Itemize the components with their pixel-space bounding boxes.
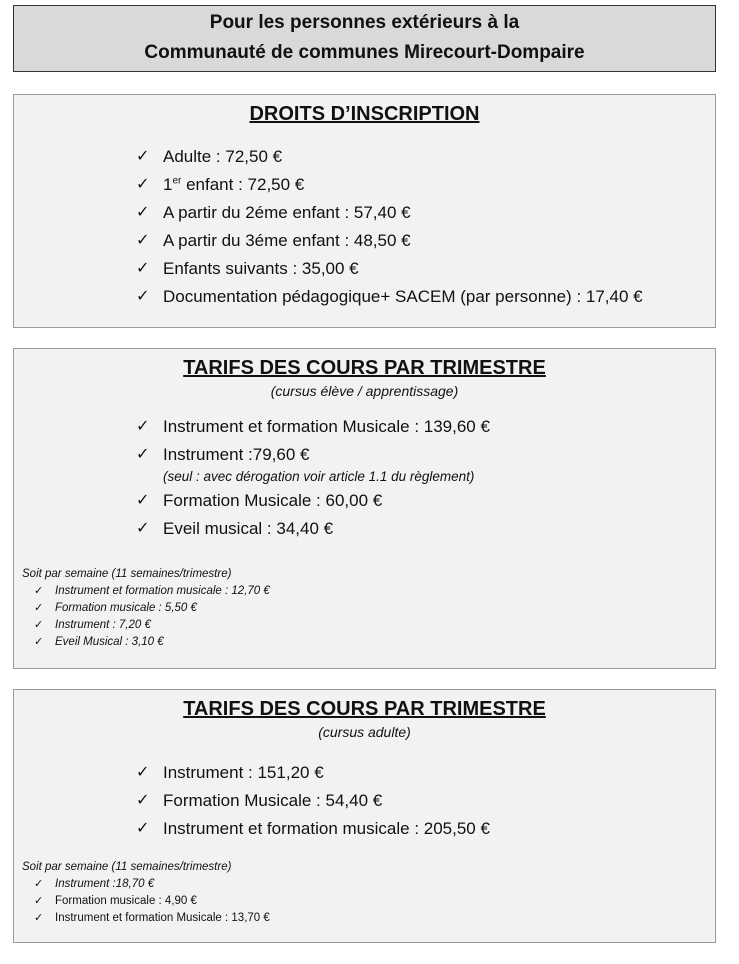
list-item: ✓ Eveil Musical : 3,10 € — [22, 634, 270, 651]
check-icon: ✓ — [34, 912, 44, 924]
list-item: ✓ Instrument et formation Musicale : 13,70 € — [22, 910, 270, 927]
list-item: ✓ 1er enfant : 72,50 € — [136, 171, 643, 199]
list-item: ✓ A partir du 2éme enfant : 57,40 € — [136, 199, 643, 227]
weekly-list — [22, 583, 270, 651]
list-item: ✓ Adulte : 72,50 € — [136, 143, 643, 171]
list-item: ✓ A partir du 3éme enfant : 48,50 € — [136, 227, 643, 255]
derogation-note: (seul : avec dérogation voir article 1.1 du règlement) — [163, 469, 475, 484]
tarifs-adulte-section — [13, 689, 716, 943]
tarifs-eleve-weekly — [22, 566, 270, 651]
check-icon: ✓ — [136, 204, 150, 221]
check-icon: ✓ — [136, 232, 150, 249]
check-icon: ✓ — [136, 148, 150, 165]
list-item: ✓ Formation musicale : 4,90 € — [22, 893, 270, 910]
header-box — [13, 5, 716, 72]
check-icon: ✓ — [136, 176, 150, 193]
check-icon: ✓ — [34, 619, 44, 631]
header-line-2: Communauté de communes Mirecourt-Dompaire — [144, 42, 585, 63]
check-icon: ✓ — [136, 260, 150, 277]
list-item: ✓ Eveil musical : 34,40 € — [136, 515, 490, 543]
tarifs-adulte-title: TARIFS DES COURS PAR TRIMESTRE — [183, 698, 546, 720]
check-icon: ✓ — [136, 764, 150, 781]
check-icon: ✓ — [136, 288, 150, 305]
tarifs-adulte-weekly — [22, 859, 270, 927]
check-icon: ✓ — [136, 820, 150, 837]
list-item: ✓ Instrument et formation musicale : 205,50 € — [136, 815, 490, 843]
check-icon: ✓ — [34, 602, 44, 614]
check-icon: ✓ — [34, 895, 44, 907]
list-item: ✓ Instrument : 151,20 € — [136, 759, 490, 787]
check-icon: ✓ — [136, 418, 150, 435]
check-icon: ✓ — [136, 446, 150, 463]
tarifs-eleve-list — [136, 413, 490, 543]
list-item: ✓ Instrument et formation musicale : 12,70 € — [22, 583, 270, 600]
droits-section — [13, 94, 716, 328]
tarifs-eleve-title: TARIFS DES COURS PAR TRIMESTRE — [183, 357, 546, 379]
weekly-lead: Soit par semaine (11 semaines/trimestre) — [22, 568, 232, 580]
droits-title: DROITS D’INSCRIPTION — [249, 103, 480, 125]
weekly-lead: Soit par semaine (11 semaines/trimestre) — [22, 861, 232, 873]
check-icon: ✓ — [136, 792, 150, 809]
list-item: ✓ Formation Musicale : 54,40 € — [136, 787, 490, 815]
list-item: ✓ Enfants suivants : 35,00 € — [136, 255, 643, 283]
list-item: ✓ Formation musicale : 5,50 € — [22, 600, 270, 617]
header-line-1: Pour les personnes extérieurs à la — [209, 12, 520, 33]
list-item: ✓ Formation Musicale : 60,00 € — [136, 487, 490, 515]
check-icon: ✓ — [34, 585, 44, 597]
tarifs-eleve-subtitle: (cursus élève / apprentissage) — [270, 383, 459, 399]
tarifs-adulte-subtitle: (cursus adulte) — [318, 724, 411, 740]
tarifs-adulte-list — [136, 759, 490, 843]
list-item: ✓ Instrument :79,60 € (seul : avec dérogation voir article 1.1 du règlement) — [136, 441, 490, 487]
weekly-list — [22, 876, 270, 927]
check-icon: ✓ — [34, 636, 44, 648]
check-icon: ✓ — [34, 878, 44, 890]
list-item: ✓ Instrument : 7,20 € — [22, 617, 270, 634]
list-item: ✓ Documentation pédagogique+ SACEM (par personne) : 17,40 € — [136, 283, 643, 311]
list-item: ✓ Instrument :18,70 € — [22, 876, 270, 893]
check-icon: ✓ — [136, 520, 150, 537]
list-item: ✓ Instrument et formation Musicale : 139,60 € — [136, 413, 490, 441]
tarifs-eleve-section — [13, 348, 716, 669]
check-icon: ✓ — [136, 492, 150, 509]
droits-list — [136, 143, 643, 311]
